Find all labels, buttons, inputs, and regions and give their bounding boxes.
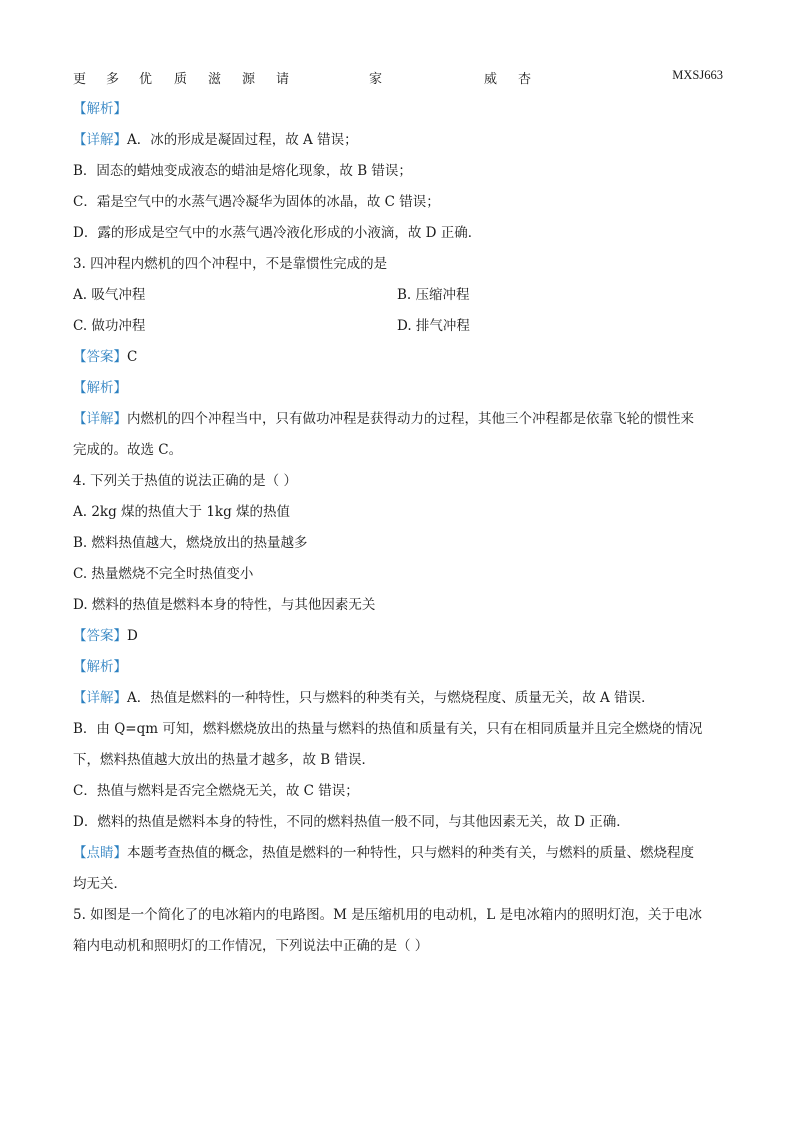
line-text: C bbox=[127, 349, 138, 365]
text-line bbox=[73, 534, 308, 552]
page-header bbox=[73, 68, 723, 86]
header-char: 请 bbox=[276, 72, 290, 87]
text-line bbox=[73, 193, 440, 211]
section-tag: 【详解】 bbox=[73, 411, 127, 427]
text-line bbox=[73, 255, 387, 273]
section-tag: 【详解】 bbox=[73, 690, 127, 706]
answer-option: B. 压缩冲程 bbox=[397, 287, 470, 303]
answer-option: A. 吸气冲程 bbox=[73, 287, 146, 303]
text-line bbox=[73, 937, 428, 955]
text-line bbox=[73, 813, 630, 831]
line-text: D．露的形成是空气中的水蒸气遇冷液化形成的小液滴，故 D 正确． bbox=[73, 225, 482, 241]
line-text: 5. 如图是一个简化了的电冰箱内的电路图。M 是压缩机用的电动机，L 是电冰箱内的照明灯泡，关于电冰 bbox=[73, 907, 703, 923]
line-text: D. 燃料的热值是燃料本身的特性，与其他因素无关 bbox=[73, 597, 376, 613]
text-line bbox=[73, 162, 412, 180]
line-text: D．燃料的热值是燃料本身的特性，不同的燃料热值一般不同，与其他因素无关，故 D 正确． bbox=[73, 814, 630, 830]
text-line bbox=[73, 906, 702, 924]
text-line bbox=[73, 131, 358, 149]
text-line bbox=[73, 720, 702, 738]
text-line bbox=[73, 751, 375, 769]
section-tag: 【详解】 bbox=[73, 132, 127, 148]
text-line bbox=[73, 224, 481, 242]
line-text: C．热值与燃料是否完全燃烧无关，故 C 错误； bbox=[73, 783, 359, 799]
text-line bbox=[73, 441, 182, 459]
line-text: 箱内电动机和照明灯的工作情况，下列说法中正确的是（ ） bbox=[73, 938, 429, 954]
text-line bbox=[73, 627, 138, 645]
header-code: MXSJ663 bbox=[672, 68, 723, 82]
line-text: 3. 四冲程内燃机的四个冲程中，不是靠惯性完成的是 bbox=[73, 256, 388, 272]
line-text: C. 热量燃烧不完全时热值变小 bbox=[73, 566, 254, 582]
header-char: 质 bbox=[174, 72, 188, 87]
text-line bbox=[73, 410, 694, 428]
line-text: B．固态的蜡烛变成液态的蜡油是熔化现象，故 B 错误； bbox=[73, 163, 412, 179]
text-line bbox=[73, 844, 694, 862]
header-char: 多 bbox=[106, 72, 120, 87]
line-text: B．由 Q=qm 可知，燃料燃烧放出的热量与燃料的热值和质量有关，只有在相同质量并且完全燃烧的情况 bbox=[73, 721, 703, 737]
text-line bbox=[73, 100, 127, 118]
text-line bbox=[73, 348, 137, 366]
line-text: 4. 下列关于热值的说法正确的是（ ） bbox=[73, 473, 297, 489]
header-char: 滋 bbox=[208, 72, 222, 87]
line-text: 均无关． bbox=[73, 876, 127, 892]
line-text: 完成的。故选 C。 bbox=[73, 442, 183, 458]
header-char: 杏 bbox=[518, 72, 532, 87]
line-text: A．冰的形成是凝固过程，故 A 错误； bbox=[127, 132, 358, 148]
header-char: 更 bbox=[73, 72, 87, 87]
text-line bbox=[73, 503, 290, 521]
text-line bbox=[73, 689, 655, 707]
line-text: 【解析】 bbox=[73, 380, 127, 396]
line-text: 【解析】 bbox=[73, 101, 127, 117]
section-tag: 【答案】 bbox=[73, 628, 127, 644]
line-text: 本题考查热值的概念，热值是燃料的一种特性，只与燃料的种类有关，与燃料的质量、燃烧程度 bbox=[127, 845, 694, 861]
section-tag: 【答案】 bbox=[73, 349, 127, 365]
line-text: D bbox=[127, 628, 138, 644]
text-line bbox=[73, 658, 127, 676]
line-text: A. 2kg 煤的热值大于 1kg 煤的热值 bbox=[73, 504, 291, 520]
header-char: 源 bbox=[242, 72, 256, 87]
answer-option: C. 做功冲程 bbox=[73, 318, 146, 334]
text-line bbox=[73, 565, 253, 583]
answer-option: D. 排气冲程 bbox=[397, 318, 470, 334]
section-tag: 【点睛】 bbox=[73, 845, 127, 861]
line-text: 下，燃料热值越大放出的热量才越多，故 B 错误． bbox=[73, 752, 376, 768]
line-text: 内燃机的四个冲程当中，只有做功冲程是获得动力的过程，其他三个冲程都是依靠飞轮的惯性来 bbox=[127, 411, 694, 427]
header-char: 威 bbox=[484, 72, 498, 87]
header-char: 优 bbox=[139, 72, 153, 87]
text-line bbox=[73, 596, 375, 614]
line-text: 【解析】 bbox=[73, 659, 127, 675]
text-line bbox=[73, 379, 127, 397]
header-char: 家 bbox=[369, 72, 383, 87]
text-line bbox=[73, 472, 297, 490]
line-text: A．热值是燃料的一种特性，只与燃料的种类有关，与燃烧程度、质量无关，故 A 错误． bbox=[127, 690, 655, 706]
text-line bbox=[73, 782, 359, 800]
line-text: B. 燃料热值越大，燃烧放出的热量越多 bbox=[73, 535, 308, 551]
text-line bbox=[73, 875, 127, 893]
line-text: C．霜是空气中的水蒸气遇冷凝华为固体的冰晶，故 C 错误； bbox=[73, 194, 440, 210]
